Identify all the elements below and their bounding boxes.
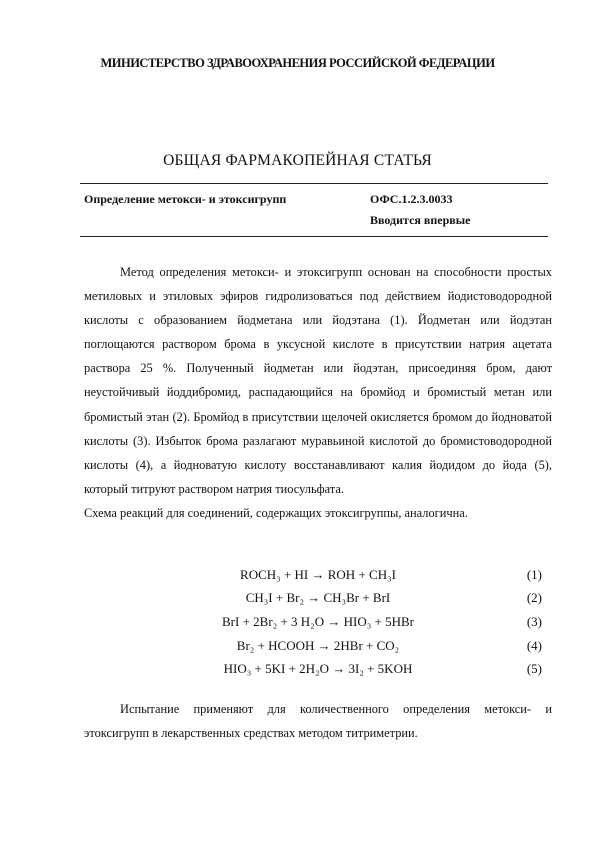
equation-number: (2)	[526, 590, 542, 605]
ministry-heading: МИНИСТЕРСТВО ЗДРАВООХРАНЕНИЯ РОССИЙСКОЙ ФЕДЕРАЦИИ	[100, 56, 495, 70]
document-title: ОБЩАЯ ФАРМАКОПЕЙНАЯ СТАТЬЯ	[163, 152, 432, 169]
equation-text: BrI + 2Br₂ + 3 H₂O → HIO₃ + 5HBr	[222, 614, 414, 629]
method-paragraph	[84, 260, 552, 525]
equation-text: CH₃I + Br₂ → CH₃Br + BrI	[245, 590, 391, 605]
equation-number: (1)	[526, 567, 542, 582]
equation-5	[84, 661, 552, 683]
article-code: ОФС.1.2.3.0033	[370, 192, 453, 206]
equation-2	[84, 590, 552, 612]
equation-4	[84, 638, 552, 660]
equation-number: (3)	[526, 614, 542, 629]
article-note: Вводится впервые	[370, 213, 471, 227]
equation-number: (4)	[526, 638, 542, 653]
method-paragraph-tail: Схема реакций для соединений, содержащих этоксигруппы, аналогична.	[84, 505, 468, 520]
article-subject: Определение метокси- и этоксигрупп	[84, 192, 287, 206]
method-paragraph-text: Метод определения метокси- и этоксигрупп основан на способности простых метиловых и этиловых эфиров гидролизоваться под действием йодистоводородной кислоты с образованием йодметана или йодэтана (1). Йодметан или йодэтан поглощаются раствором брома в уксусной кислоте в присутствии натрия ацетата раствора 25 %. Полученный йодметан или йодэтан, присоединяя бром, дают неустойчивый йоддибромид, распадающийся на бромйод и бромистый метан или бромистый этан (2). Бромйод в присутствии щелочей окисляется бромом до йодноватой кислоты (3). Избыток брома разлагают муравьиной кислотой до бромистоводородной кислоты (4), а йодноватую кислоту восстанавливают калия йодидом до йода (5), который титруют раствором натрия тиосульфата.	[84, 265, 552, 496]
application-paragraph: Испытание применяют для количественного определения метокси- и этоксигрупп в лекарственных средствах методом титриметрии.	[84, 702, 552, 741]
equation-text: HIO₃ + 5KI + 2H₂O → 3I₂ + 5KOH	[223, 661, 413, 676]
equation-text: ROCH₃ + HI → ROH + CH₃I	[240, 567, 396, 582]
equation-number: (5)	[526, 661, 542, 676]
equation-1	[84, 567, 552, 589]
equation-3	[84, 614, 552, 636]
equation-text: Br₂ + HCOOH → 2HBr + CO₂	[236, 638, 400, 653]
top-divider	[80, 183, 548, 184]
bottom-divider	[80, 236, 548, 237]
